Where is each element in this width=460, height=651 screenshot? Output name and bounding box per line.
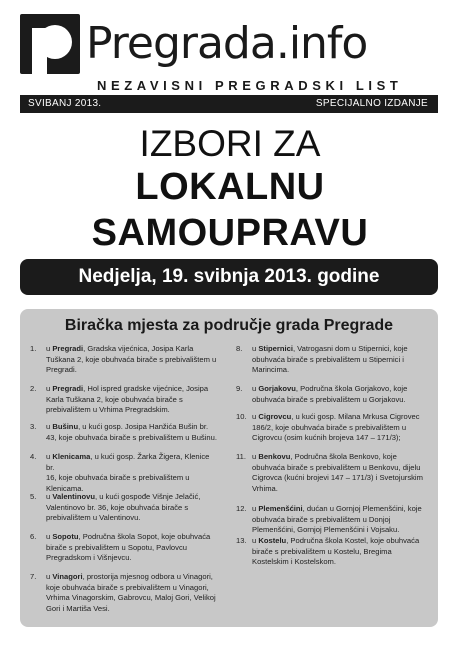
item-number: 1. <box>30 344 37 353</box>
item-line: u Valentinovu, u kući gospođe Višnje Jelačić, <box>46 492 201 501</box>
issue-bar <box>20 95 438 113</box>
item-line: u Pregradi, Gradska vijećnica, Josipa Karla <box>46 344 194 353</box>
logo-icon <box>20 14 80 74</box>
site-subtitle: NEZAVISNI PREGRADSKI LIST <box>97 78 403 93</box>
item-line: Plemenšćini, Gornjoj Plemenšćini i Vojsaku. <box>252 525 400 535</box>
item-line: obuhvaća birače s prebivalištem u Gorjakovu. <box>252 394 406 404</box>
item-number: 5. <box>30 492 37 501</box>
item-text <box>46 384 218 416</box>
election-date-banner: Nedjelja, 19. svibnja 2013. godine <box>20 259 438 295</box>
item-line: koje obuhvaća birače s prebivalištem u Vinagori, <box>46 582 209 592</box>
item-line: u Sopotu, Područna škola Sopot, koje obuhvaća <box>46 532 211 541</box>
item-line: u Kostelu, Područna škola Kostel, koje obuhvaća <box>252 536 420 545</box>
item-number: 3. <box>30 422 37 431</box>
item-line: Marincima. <box>252 365 290 375</box>
headline-line-2: LOKALNU <box>135 166 325 208</box>
item-text <box>46 452 218 494</box>
item-text <box>46 492 218 524</box>
item-line: Gori i Martiša Vesi. <box>46 603 110 613</box>
item-text <box>252 344 432 376</box>
item-line: u Cigrovcu, u kući gosp. Milana Mrkusa Cigrovec <box>252 412 420 421</box>
site-title: Pregrada.info <box>86 18 368 69</box>
item-line: u Klenicama, u kući gosp. Žarka Žigera, Klenice br. <box>46 452 210 472</box>
item-number: 9. <box>236 384 243 393</box>
item-text <box>252 504 432 536</box>
item-number: 11. <box>236 452 246 461</box>
item-line: Karla Tuškana 2, koje obuhvaća birače s <box>46 394 183 404</box>
item-text <box>252 412 432 444</box>
item-number: 2. <box>30 384 37 393</box>
item-line: Tuškana 2, koje obuhvaća birače s prebivalištem u <box>46 354 217 364</box>
item-line: obuhvaća birače s prebivalištem u Donjoj <box>252 514 391 524</box>
headline-line-3: SAMOUPRAVU <box>91 212 369 254</box>
item-line: Klenicama. <box>46 483 84 493</box>
item-number: 13. <box>236 536 247 545</box>
item-text <box>46 344 218 376</box>
item-text <box>252 536 432 568</box>
item-line: prebivalištem u Vrhima Pregradskim. <box>46 405 170 415</box>
item-line: u Plemenšćini, dućan u Gornjoj Plemenšćini, koje <box>252 504 422 513</box>
item-number: 8. <box>236 344 243 353</box>
item-number: 12. <box>236 504 247 513</box>
item-line: 43, koje obuhvaća birače s prebivalištem u Bušinu. <box>46 432 217 442</box>
item-number: 7. <box>30 572 37 581</box>
issue-date: SVIBANJ 2013. <box>28 98 102 109</box>
item-line: obuhvaća birače s prebivalištem u Benkovu, dijelu <box>252 462 421 472</box>
item-line: u Bušinu, u kući gosp. Josipa Hanžića Bušin br. <box>46 422 209 431</box>
item-line: Valentinovo br. 36, koje obuhvaća birače s <box>46 502 189 512</box>
item-line: Vrhima Vinagorskim, Gabrovcu, Maloj Gori, Velikoj <box>46 593 216 603</box>
item-line: prebivalištem u Valentinovu. <box>46 513 141 523</box>
item-line: u Gorjakovu, Područna škola Gorjakovo, koje <box>252 384 408 393</box>
item-line: Pregradi. <box>46 365 77 375</box>
item-text <box>252 452 432 494</box>
item-text <box>46 422 218 443</box>
item-line: birače s prebivalištem u Sopotu, Pavlovcu <box>46 542 187 552</box>
item-line: Cigrovcu (osim kućnih brojeva 147 – 171/3); <box>252 433 401 443</box>
item-line: 186/2, koje obuhvaća birače s prebivalištem u <box>252 422 407 432</box>
item-number: 10. <box>236 412 247 421</box>
headline-line-1: IZBORI ZA <box>139 123 321 164</box>
item-line: Cigrovca (kućni brojevi 147 – 171/3) i Svetojurskim <box>252 473 423 483</box>
item-text <box>46 532 218 564</box>
item-text <box>252 384 432 405</box>
item-line: birače s prebivalištem u Kostelu, Bregima <box>252 546 392 556</box>
edition-label: SPECIJALNO IZDANJE <box>315 98 428 109</box>
item-line: u Vinagori, prostorija mjesnog odbora u Vinagori, <box>46 572 213 581</box>
item-line: u Stipernici, Vatrogasni dom u Stipernici, koje <box>252 344 408 353</box>
item-line: Pregradskom i Višnjevcu. <box>46 553 132 563</box>
item-number: 6. <box>30 532 37 541</box>
item-line: 16, koje obuhvaća birače s prebivalištem u <box>46 473 190 483</box>
panel-title: Biračka mjesta za područje grada Pregrade <box>64 317 394 334</box>
item-line: u Benkovu, Područna škola Benkovo, koje <box>252 452 397 461</box>
item-line: u Pregradi, Hol ispred gradske vijećnice, Josipa <box>46 384 209 393</box>
item-line: obuhvaća birače s prebivalištem u Stipernici i <box>252 354 404 364</box>
item-line: Vrhima. <box>252 483 278 493</box>
item-number: 4. <box>30 452 37 461</box>
item-text <box>46 572 218 614</box>
item-line: Kostelskim i Kostelskom. <box>252 557 336 567</box>
